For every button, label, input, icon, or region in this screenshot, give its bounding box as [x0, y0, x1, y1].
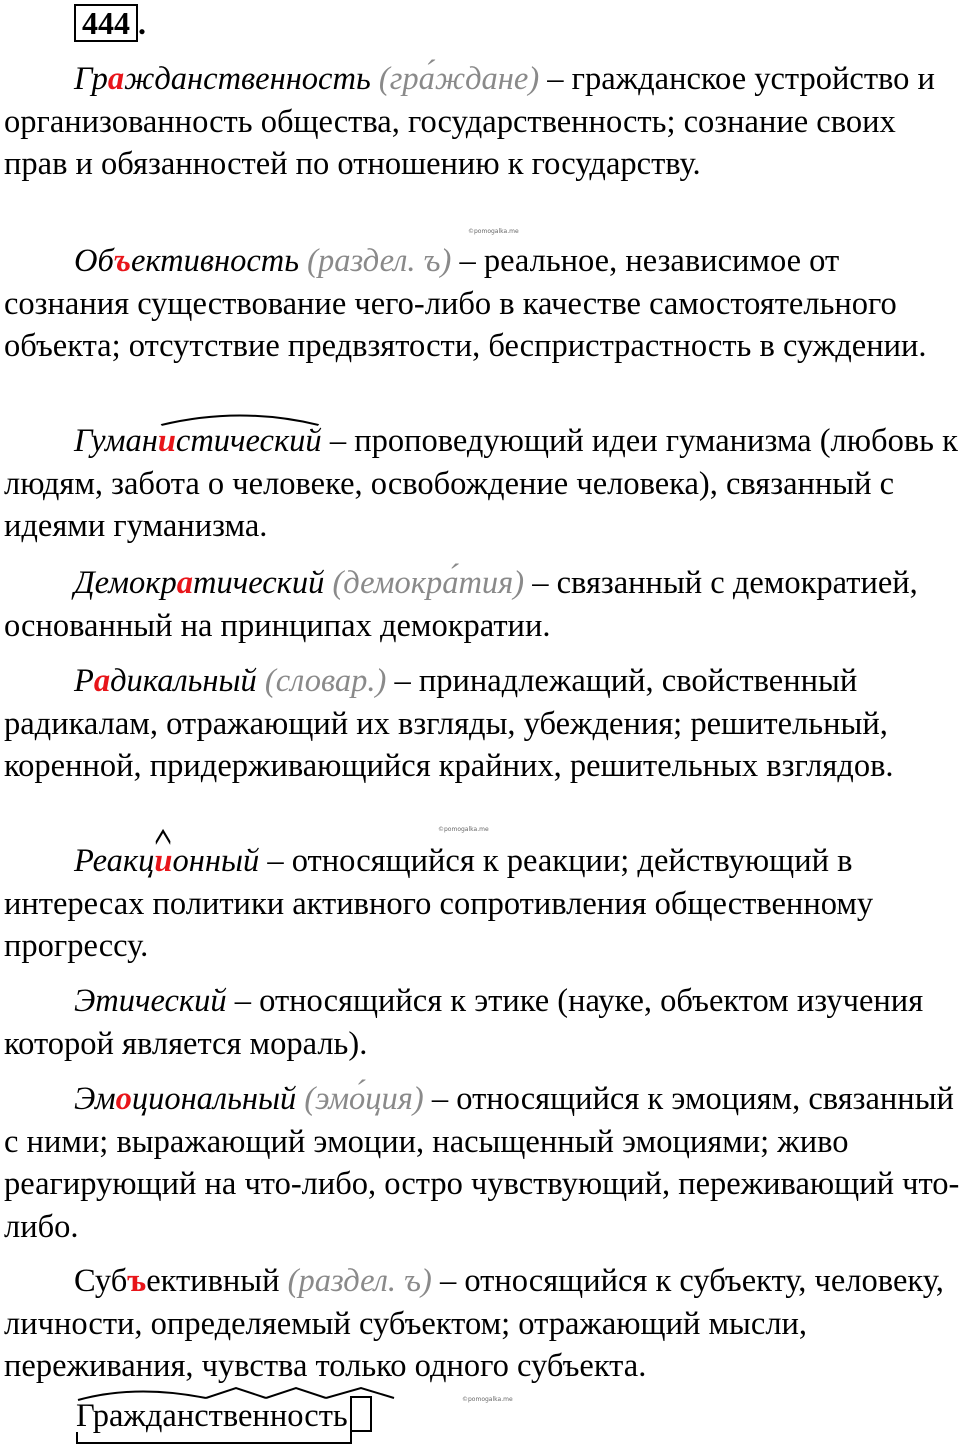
suffix-arc-mark: истический	[158, 420, 322, 463]
entry-definition: – относящийся к эмоциям, связанный с ними; выражающий эмоции, насыщенный эмоциями; живо реагирующий на что-либо, остро чувствующий, переживающий что-либо.	[4, 1081, 960, 1245]
dictionary-entry	[4, 1260, 960, 1388]
dictionary-entry	[4, 840, 960, 968]
watermark: ©pomogalka.me	[468, 228, 519, 235]
dictionary-entry	[4, 240, 960, 368]
entry-hint: (демокра́тия)	[332, 565, 525, 601]
entry-term: Этический	[74, 983, 227, 1019]
entry-definition: – относящийся к реакции; действующий в интересах политики активного сопротивления общественному прогрессу.	[4, 843, 874, 964]
entry-definition: – принадлежащий, свойственный радикалам, отражающий их взгляды, убеждения; решительный, коренной, придерживающийся крайних, решительных взглядов.	[4, 663, 894, 784]
entry-term: Гуман истический	[74, 423, 322, 459]
exercise-number-box	[74, 4, 138, 42]
entry-definition: – относящийся к этике (науке, объектом изучения которой является мораль).	[4, 983, 924, 1062]
entry-definition: – проповедующий идеи гуманизма (любовь к людям, забота о человеке, освобождение человека), связанный с идеями гуманизма.	[4, 423, 958, 544]
morpheme-analysis	[76, 1396, 372, 1436]
watermark: ©pomogalka.me	[438, 826, 489, 833]
dictionary-entry	[4, 980, 960, 1065]
entry-term: Реакц ионный	[74, 843, 259, 879]
word-base-bracket	[76, 1432, 352, 1444]
root-cap-mark: и	[154, 840, 172, 883]
exercise-number-text: 444	[82, 5, 130, 41]
entry-hint: (гра́ждане)	[378, 61, 540, 97]
entry-term: Субъективный	[74, 1263, 280, 1299]
exercise-number	[74, 4, 146, 42]
entry-hint: (эмо́ция)	[304, 1081, 424, 1117]
dictionary-entry	[4, 660, 960, 788]
entry-hint: (раздел. ъ)	[287, 1263, 432, 1299]
dictionary-entry	[4, 562, 960, 647]
dictionary-entry	[4, 1078, 960, 1248]
exercise-number-suffix: .	[138, 5, 146, 41]
entry-term: Эмоциональный	[74, 1081, 297, 1117]
entry-definition: – относящийся к субъекту, человеку, личности, определяемый субъектом; отражающий мысли, переживания, чувства только одного субъекта.	[4, 1263, 944, 1384]
entry-hint: (раздел. ъ)	[307, 243, 452, 279]
entry-term: Объективность	[74, 243, 300, 279]
watermark: ©pomogalka.me	[462, 1396, 513, 1403]
entry-hint: (словар.)	[264, 663, 387, 699]
dictionary-entry	[4, 420, 960, 548]
entry-definition: – реальное, независимое от сознания существование чего-либо в качестве самостоятельного объекта; отсутствие предвзятости, беспристрастность в суждении.	[4, 243, 927, 364]
entry-definition: – гражданское устройство и организованность общества, государственность; сознание своих прав и обязанностей по отношению к государству.	[4, 61, 935, 182]
entry-definition: – связанный с демократией, основанный на принципах демократии.	[4, 565, 918, 644]
morpheme-word: Гражданственность	[76, 1398, 348, 1434]
entry-term: Демократический	[74, 565, 325, 601]
entry-term: Гражданственность	[74, 61, 371, 97]
dictionary-entry	[4, 58, 960, 186]
entry-term: Радикальный	[74, 663, 257, 699]
